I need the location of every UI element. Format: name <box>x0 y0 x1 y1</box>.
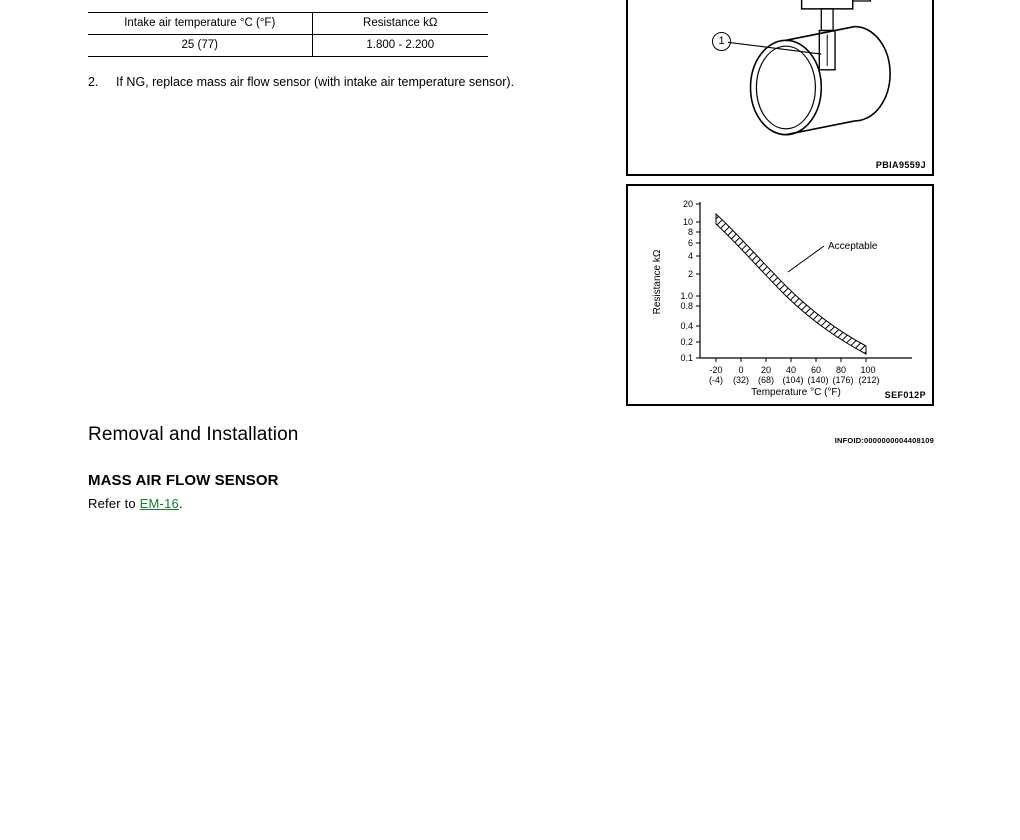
svg-text:(68): (68) <box>757 375 775 385</box>
section-title-removal-installation: Removal and Installation <box>88 424 299 445</box>
svg-text:0.4: 0.4 <box>680 321 693 331</box>
link-em-16[interactable]: EM-16 <box>139 496 179 511</box>
intake-air-temperature-spec-table <box>88 12 488 57</box>
svg-text:40: 40 <box>785 365 797 375</box>
column-header-temperature: Intake air temperature °C (°F) <box>88 13 312 35</box>
svg-text:60: 60 <box>810 365 822 375</box>
svg-text:-20: -20 <box>709 365 723 375</box>
cell-resistance-value: 1.800 - 2.200 <box>312 35 488 57</box>
subsection-title-mass-air-flow-sensor: MASS AIR FLOW SENSOR <box>88 472 279 489</box>
svg-text:20: 20 <box>682 199 693 209</box>
chart-annotation-acceptable: Acceptable <box>828 241 878 252</box>
svg-text:(212): (212) <box>858 375 880 385</box>
svg-text:10: 10 <box>682 217 693 227</box>
figure-id-graph: SEF012P <box>884 390 926 400</box>
svg-text:100: 100 <box>860 365 876 375</box>
svg-text:8: 8 <box>687 227 693 237</box>
cell-temperature-value: 25 (77) <box>88 35 312 57</box>
svg-text:(176): (176) <box>832 375 854 385</box>
svg-text:1.0: 1.0 <box>680 291 693 301</box>
svg-text:0.1: 0.1 <box>680 353 693 363</box>
step-text: If NG, replace mass air flow sensor (with intake air temperature sensor). <box>116 75 515 89</box>
figure-mass-air-flow-sensor <box>626 0 934 176</box>
table-row <box>88 35 488 57</box>
procedure-step-2 <box>88 74 633 91</box>
svg-text:(32): (32) <box>732 375 750 385</box>
svg-text:6: 6 <box>687 238 693 248</box>
infoid-label: INFOID:0000000004408109 <box>834 436 934 445</box>
refer-suffix: . <box>178 496 183 511</box>
sensor-illustration <box>628 0 932 174</box>
resistance-temperature-chart <box>628 186 936 408</box>
svg-text:(104): (104) <box>782 375 804 385</box>
svg-text:2: 2 <box>687 269 693 279</box>
svg-text:(-4): (-4) <box>709 375 723 385</box>
table-header-row <box>88 13 488 35</box>
step-number: 2. <box>88 75 99 89</box>
callout-number-1: 1 <box>712 32 731 51</box>
svg-text:80: 80 <box>835 365 847 375</box>
svg-text:0.8: 0.8 <box>680 301 693 311</box>
refer-to-line <box>88 496 183 511</box>
refer-prefix: Refer to <box>88 496 140 511</box>
figure-id-sensor: PBIA9559J <box>875 160 926 170</box>
svg-text:0.2: 0.2 <box>680 337 693 347</box>
svg-text:4: 4 <box>687 251 693 261</box>
column-header-resistance: Resistance kΩ <box>312 13 488 35</box>
svg-text:0: 0 <box>738 365 744 375</box>
svg-text:Temperature °C (°F): Temperature °C (°F) <box>751 387 841 398</box>
figure-resistance-temperature-graph <box>626 184 934 406</box>
svg-text:Resistance kΩ: Resistance kΩ <box>652 249 663 315</box>
svg-text:20: 20 <box>760 365 772 375</box>
svg-text:(140): (140) <box>807 375 829 385</box>
